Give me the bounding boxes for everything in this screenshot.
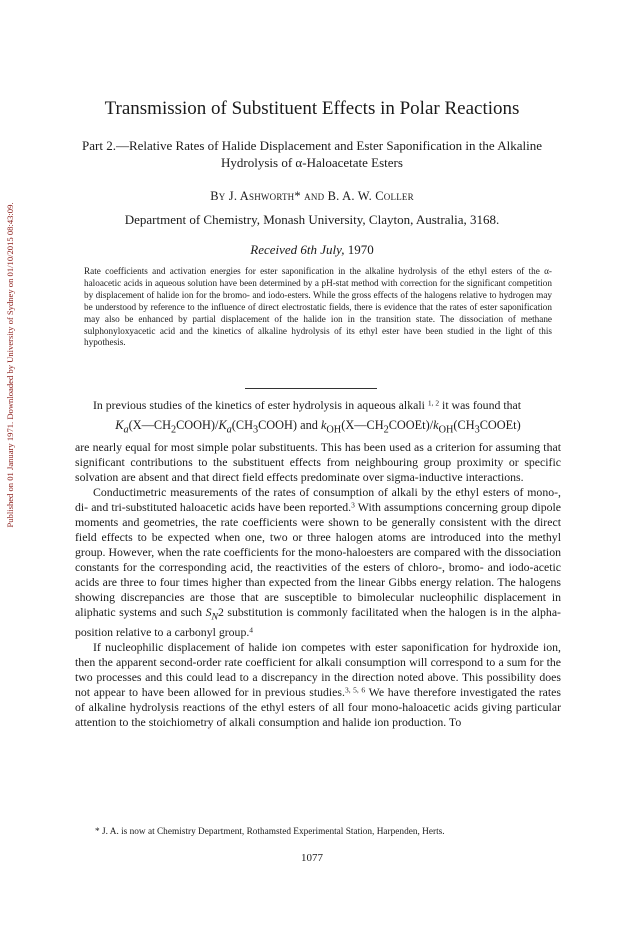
body-paragraph: In previous studies of the kinetics of ester hydrolysis in aqueous alkali $^{1, 2}$ it was found that: [93, 398, 522, 412]
body-paragraph: If nucleophilic displacement of halide ion competes with ester saponification for hydroxide ion, then the apparent second-order rate coefficient for alkali consumption will correspond to a sum for the two processes and this could lead to a discrepancy in the direction noted above. This possibility does not appear to have been allowed for in previous studies.$^{3, 5, 6}$ We have therefore investigated the rates of alkaline hydrolysis reactions of the ethyl esters of all four mono-haloacetic acids giving particular attention to the stoichiometry of alkali consumption and halide ion production. To: [75, 639, 561, 729]
citation: 4: [249, 625, 254, 635]
citation: 3, 5, 6: [344, 685, 366, 695]
author-name: J. Ashworth: [228, 189, 295, 203]
article-subtitle: Part 2.—Relative Rates of Halide Displacement and Ester Saponification in the Alkaline Hydrolysis of α-Haloacetate Esters: [82, 138, 542, 170]
article-title: Transmission of Substituent Effects in Polar Reactions: [104, 98, 520, 119]
author-line: [0, 189, 624, 204]
citation: 3: [351, 501, 355, 511]
author-name: B. A. W. Coller: [327, 189, 414, 203]
author-footnote-mark: *: [294, 189, 301, 203]
body-paragraph: Conductimetric measurements of the rates of consumption of alkali by the ethyl esters of mono-, di- and tri-substituted haloacetic acids have been reported.$^3$ With assumptions concerning group dipole moments and geometries, the rate coefficients were shown to be generally consistent with the direct field effects to be expected when one, two or three halogen atoms are introduced into the methyl group. However, when the rate coefficients for the mono-haloesters are compared with the dissociation constants for the corresponding acid, the reactivities of the esters of chloro-, bromo- and iodo-acetic acids are three to four times higher than expected from the linear Gibbs energy relation. The halogens showing discrepancies are those that are susceptible to bimolecular nucleophilic displacement in aliphatic systems and such $S_N2$ substitution is commonly facilitated when the halogen is in the alpha-position relative to a carbonyl group.$^4$: [75, 485, 561, 639]
equation: $K_a(X—CH_2COOH)/K_a(CH_3COOH)$ and $k_{OH}(X—CH_2COOEt)/k_{OH}(CH_3COOEt)$: [115, 418, 521, 436]
body-paragraph: are nearly equal for most simple polar substituents. This has been used as a criterion for assuming that significant contributions to the substituent effects from neighbouring group proximity or specific solvation are absent and that direct field effects predominate over sigma-inductive interactions.: [75, 440, 561, 485]
section-divider: [245, 388, 377, 389]
page-number: 1077: [301, 852, 323, 864]
received-year: 1970: [347, 242, 374, 257]
download-notice-text: Published on 01 January 1971. Downloaded by University of Sydney on 01/10/2015 08:43:09.: [5, 202, 15, 528]
citation: 1, 2: [427, 398, 440, 408]
article-body: [75, 398, 561, 730]
abstract: Rate coefficients and activation energies for ester saponification in the alkaline hydrolysis of the ethyl esters of the α-haloacetic acids in aqueous solution have been determined by a pH-stat method with correction for the significant competition by displacement of halide ion for the bromo- and iodo-esters. While the gross effects of the halogens relative to hydrogen may be understood by reference to the influence of direct electrostatic fields, there is evidence that the rates of ester saponification may also be enhanced by partial displacement of the halide ion in the transition state. The dissociation of methane sulphonyloxyacetic acid and the kinetics of alkaline hydrolysis of its ethyl ester have been studied in the light of this hypothesis.: [84, 266, 552, 348]
and-label: and: [304, 189, 325, 203]
received-date: [0, 242, 624, 258]
sn2-symbol: $S_N$: [205, 605, 219, 623]
affiliation: Department of Chemistry, Monash University, Clayton, Australia, 3168.: [124, 212, 500, 227]
by-label: By: [210, 189, 226, 203]
footnote: * J. A. is now at Chemistry Department, Rothamsted Experimental Station, Harpenden, Herts.: [95, 827, 445, 837]
received-label: Received 6th July,: [250, 242, 345, 257]
